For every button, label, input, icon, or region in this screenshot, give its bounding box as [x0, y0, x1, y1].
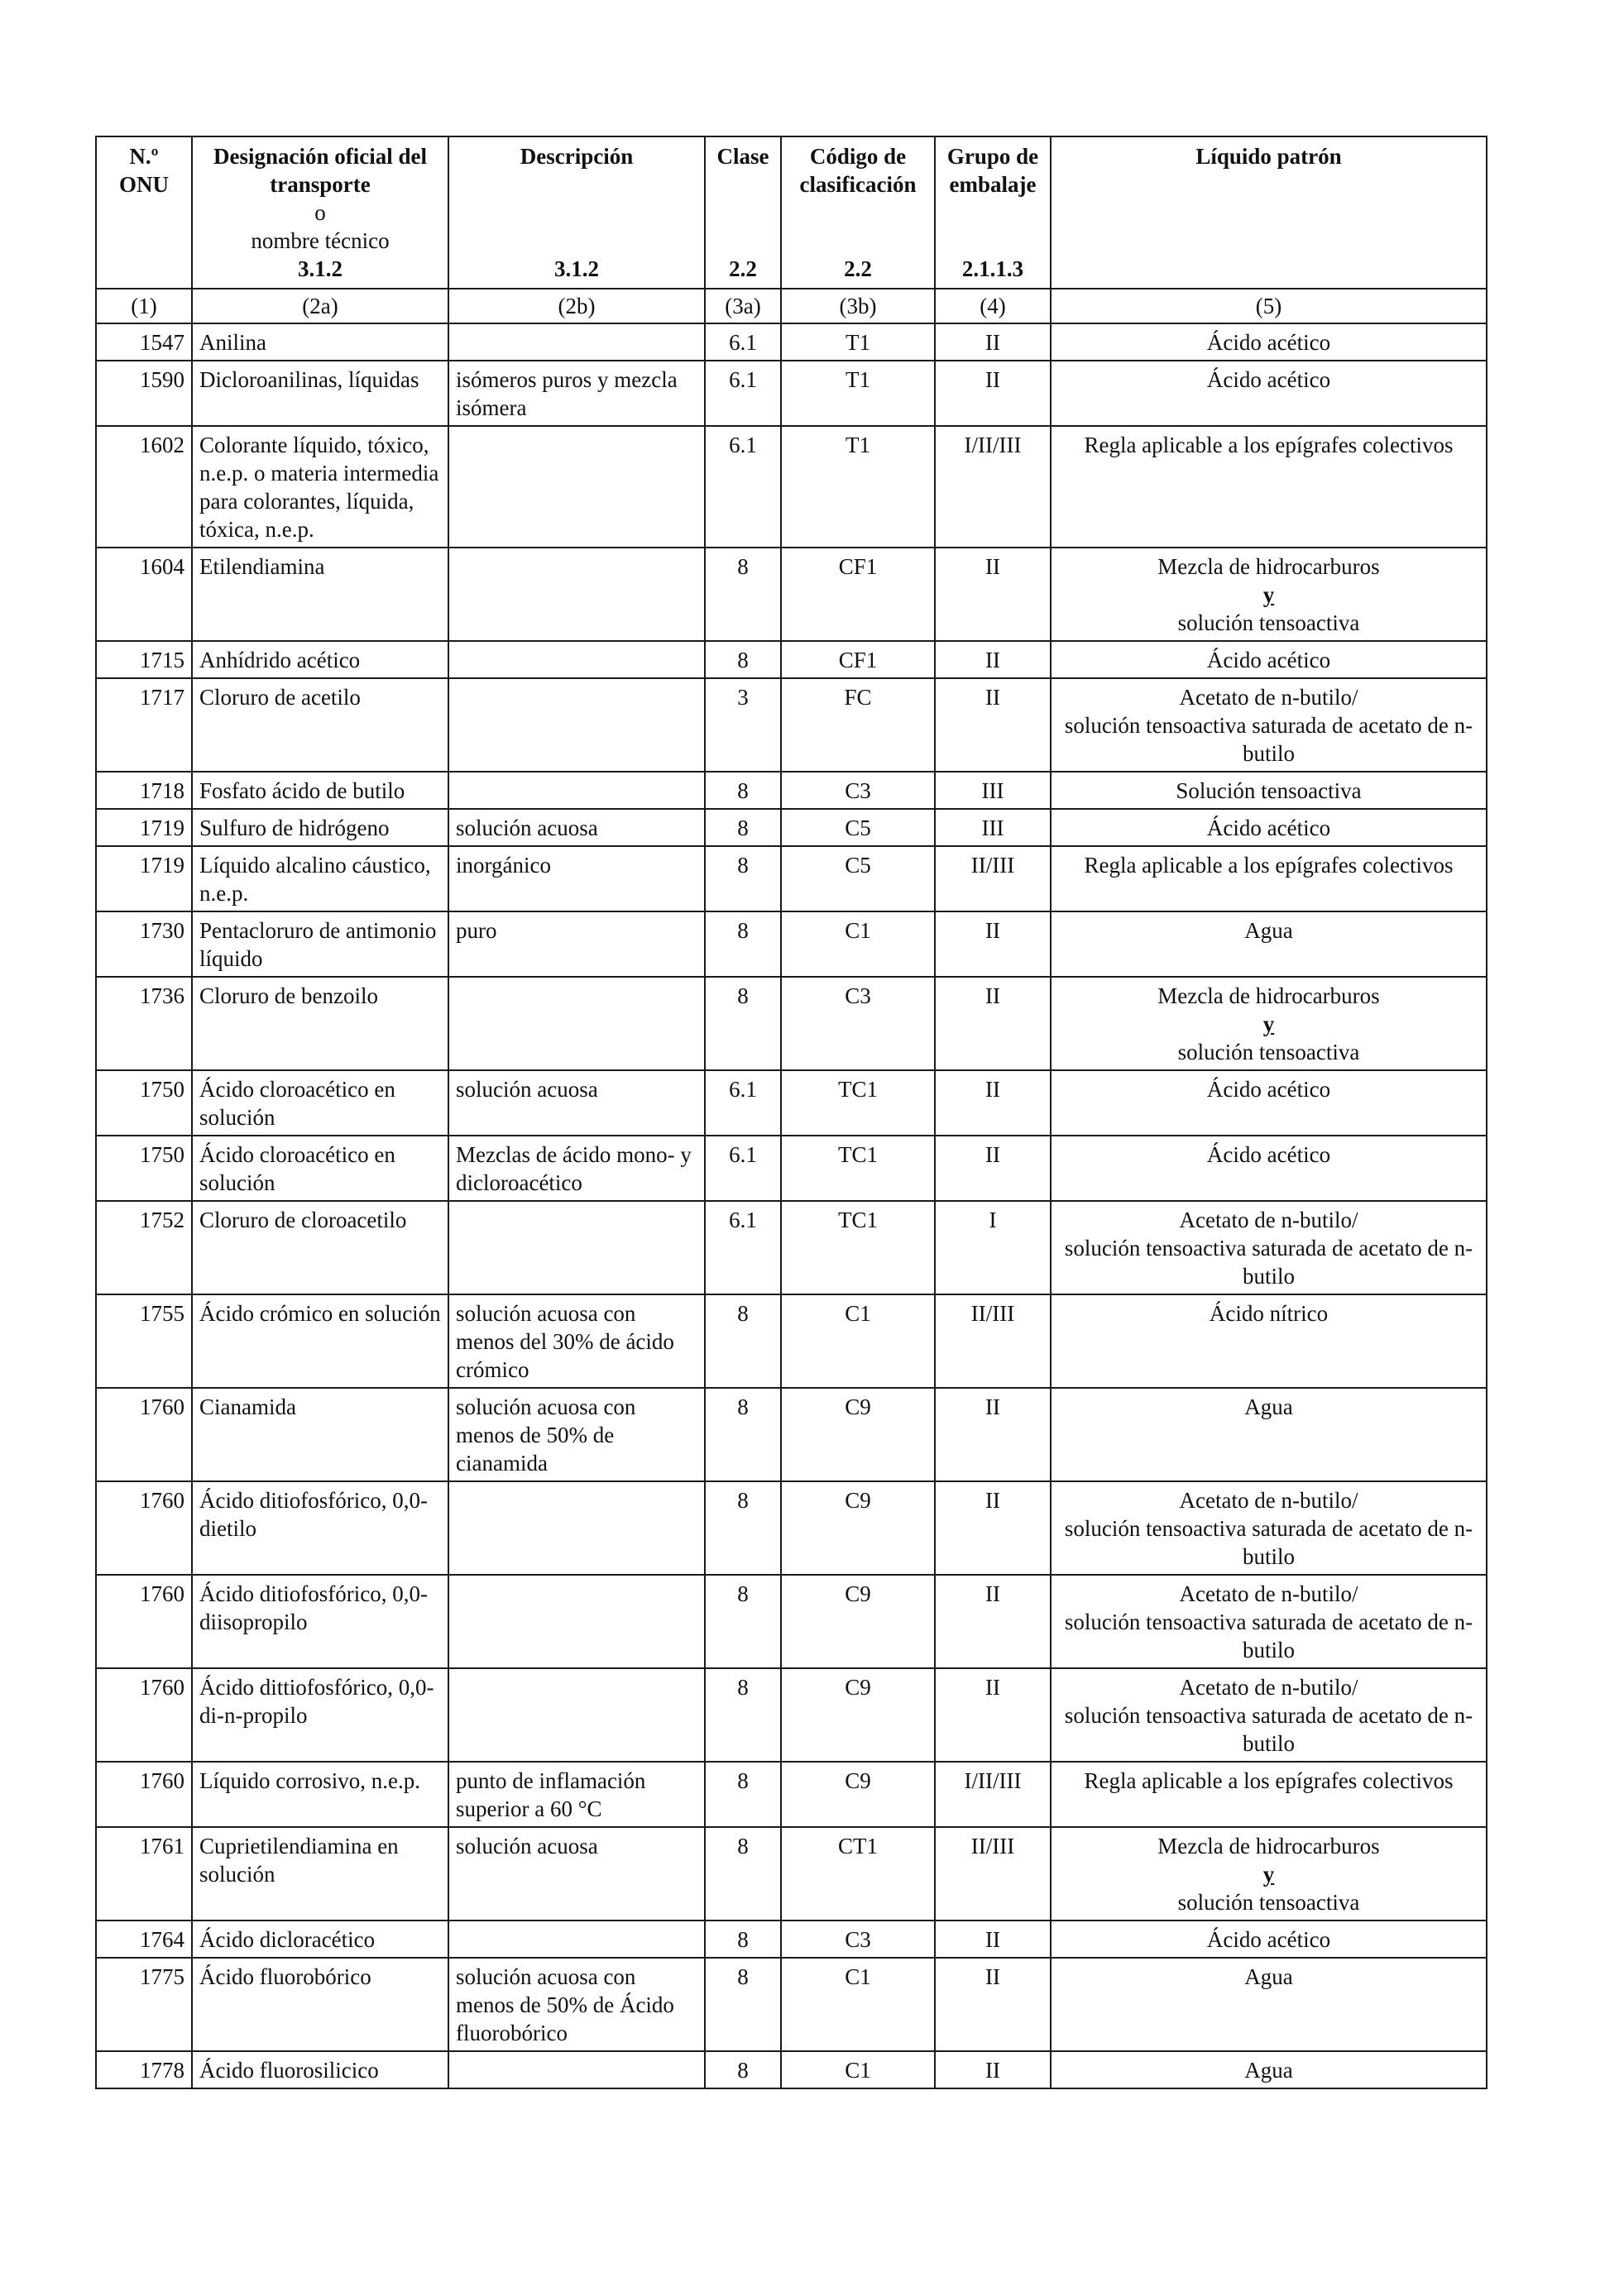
liquid-line: Ácido acético	[1206, 330, 1331, 355]
dangerous-goods-table	[95, 136, 1487, 2089]
class-cell: 6.1	[705, 1201, 781, 1294]
onu-number-cell: 1715	[96, 641, 192, 678]
liquid-line: Mezcla de hidrocarburos	[1157, 983, 1380, 1008]
onu-number-cell: 1775	[96, 1958, 192, 2051]
liquid-line: Mezcla de hidrocarburos	[1157, 1834, 1380, 1858]
standard-liquid-cell	[1051, 911, 1487, 977]
classification-code-cell: C5	[781, 846, 935, 911]
table-row	[96, 1201, 1487, 1294]
description-cell	[448, 678, 705, 772]
header-designation-technical: nombre técnico	[251, 228, 390, 253]
liquid-line: Regla aplicable a los epígrafes colectivos	[1084, 853, 1454, 878]
column-number: (1)	[96, 289, 192, 323]
table-row	[96, 1388, 1487, 1481]
onu-number-cell: 1750	[96, 1070, 192, 1136]
description-cell	[448, 641, 705, 678]
class-cell: 8	[705, 1762, 781, 1827]
description-cell: solución acuosa con menos de 50% de Ácido fluorobórico	[448, 1958, 705, 2051]
onu-number-cell: 1717	[96, 678, 192, 772]
designation-cell: Ácido fluorobórico	[192, 1958, 448, 2051]
liquid-line: Solución tensoactiva	[1176, 778, 1362, 803]
table-row	[96, 809, 1487, 846]
table-row	[96, 1294, 1487, 1388]
onu-number-cell: 1764	[96, 1921, 192, 1958]
classification-code-cell: C3	[781, 1921, 935, 1958]
packing-group-cell: II/III	[935, 1827, 1051, 1921]
classification-code-cell: C1	[781, 1958, 935, 2051]
liquid-line: Acetato de n-butilo/	[1179, 685, 1358, 710]
table-row	[96, 977, 1487, 1070]
class-cell: 8	[705, 977, 781, 1070]
description-cell	[448, 548, 705, 641]
liquid-line: solución tensoactiva saturada de acetato de n-butilo	[1064, 1610, 1473, 1662]
standard-liquid-cell	[1051, 323, 1487, 361]
standard-liquid-cell	[1051, 678, 1487, 772]
table-row	[96, 1136, 1487, 1201]
onu-number-cell: 1761	[96, 1827, 192, 1921]
liquid-line: Ácido acético	[1206, 1927, 1331, 1952]
onu-number-cell: 1602	[96, 426, 192, 548]
table-row	[96, 548, 1487, 641]
standard-liquid-cell	[1051, 1481, 1487, 1575]
standard-liquid-cell	[1051, 641, 1487, 678]
liquid-line: Agua	[1244, 1394, 1293, 1419]
table-row	[96, 361, 1487, 426]
packing-group-cell: II	[935, 1388, 1051, 1481]
class-cell: 8	[705, 1827, 781, 1921]
table-row	[96, 1070, 1487, 1136]
onu-number-cell: 1590	[96, 361, 192, 426]
standard-liquid-cell	[1051, 1201, 1487, 1294]
classification-code-cell: C1	[781, 911, 935, 977]
standard-liquid-cell	[1051, 1294, 1487, 1388]
column-number-row	[96, 289, 1487, 323]
classification-code-cell: T1	[781, 426, 935, 548]
onu-number-cell: 1752	[96, 1201, 192, 1294]
packing-group-cell: II	[935, 1921, 1051, 1958]
standard-liquid-cell	[1051, 772, 1487, 809]
description-cell: solución acuosa con menos del 30% de ácido crómico	[448, 1294, 705, 1388]
designation-cell: Pentacloruro de antimonio líquido	[192, 911, 448, 977]
standard-liquid-cell	[1051, 1827, 1487, 1921]
column-number: (5)	[1051, 289, 1487, 323]
packing-group-cell: II/III	[935, 846, 1051, 911]
onu-number-cell: 1604	[96, 548, 192, 641]
class-cell: 6.1	[705, 426, 781, 548]
table-row	[96, 323, 1487, 361]
description-cell	[448, 1575, 705, 1668]
column-number: (3a)	[705, 289, 781, 323]
classification-code-cell: C3	[781, 977, 935, 1070]
designation-cell: Cuprietilendiamina en solución	[192, 1827, 448, 1921]
class-cell: 8	[705, 1921, 781, 1958]
description-cell	[448, 1921, 705, 1958]
column-number: (3b)	[781, 289, 935, 323]
liquid-line: Regla aplicable a los epígrafes colectivos	[1084, 1768, 1454, 1793]
onu-number-cell: 1778	[96, 2051, 192, 2088]
standard-liquid-cell	[1051, 1575, 1487, 1668]
description-cell	[448, 977, 705, 1070]
header-class-reference: 2.2	[729, 256, 757, 281]
header-class	[705, 136, 781, 289]
classification-code-cell: C9	[781, 1668, 935, 1762]
designation-cell: Etilendiamina	[192, 548, 448, 641]
packing-group-cell: II	[935, 977, 1051, 1070]
class-cell: 6.1	[705, 361, 781, 426]
liquid-line: Regla aplicable a los epígrafes colectivos	[1084, 433, 1454, 457]
standard-liquid-cell	[1051, 426, 1487, 548]
onu-number-cell: 1760	[96, 1388, 192, 1481]
liquid-line: Acetato de n-butilo/	[1179, 1488, 1358, 1513]
classification-code-cell: FC	[781, 678, 935, 772]
class-cell: 6.1	[705, 1070, 781, 1136]
designation-cell: Dicloroanilinas, líquidas	[192, 361, 448, 426]
packing-group-cell: II	[935, 1668, 1051, 1762]
header-description	[448, 136, 705, 289]
liquid-line: Agua	[1244, 918, 1293, 943]
liquid-line: Acetato de n-butilo/	[1179, 1208, 1358, 1232]
description-cell	[448, 426, 705, 548]
column-number: (2a)	[192, 289, 448, 323]
column-number: (4)	[935, 289, 1051, 323]
header-liquid-label: Líquido patrón	[1195, 144, 1342, 169]
class-cell: 8	[705, 1668, 781, 1762]
classification-code-cell: C9	[781, 1575, 935, 1668]
designation-cell: Líquido corrosivo, n.e.p.	[192, 1762, 448, 1827]
header-class-label: Clase	[716, 144, 769, 169]
designation-cell: Colorante líquido, tóxico, n.e.p. o materia intermedia para colorantes, líquida, tóxica, n.e.p.	[192, 426, 448, 548]
description-cell: solución acuosa	[448, 1827, 705, 1921]
classification-code-cell: CF1	[781, 548, 935, 641]
liquid-line: Ácido nítrico	[1209, 1301, 1329, 1326]
header-designation-label: Designación oficial del transporte	[213, 144, 427, 197]
description-cell: isómeros puros y mezcla isómera	[448, 361, 705, 426]
class-cell: 8	[705, 772, 781, 809]
liquid-line: Mezcla de hidrocarburos	[1157, 554, 1380, 579]
classification-code-cell: C9	[781, 1762, 935, 1827]
liquid-line: Ácido acético	[1206, 1142, 1331, 1167]
liquid-conjunction: y	[1262, 582, 1275, 607]
onu-number-cell: 1730	[96, 911, 192, 977]
header-designation	[192, 136, 448, 289]
classification-code-cell: T1	[781, 361, 935, 426]
table-row	[96, 641, 1487, 678]
description-cell	[448, 2051, 705, 2088]
designation-cell: Ácido dittiofosfórico, 0,0-di-n-propilo	[192, 1668, 448, 1762]
packing-group-cell: I/II/III	[935, 1762, 1051, 1827]
classification-code-cell: C1	[781, 1294, 935, 1388]
liquid-line: solución tensoactiva	[1177, 1890, 1360, 1915]
liquid-line: solución tensoactiva saturada de acetato de n-butilo	[1064, 1703, 1473, 1756]
classification-code-cell: C1	[781, 2051, 935, 2088]
description-cell	[448, 772, 705, 809]
standard-liquid-cell	[1051, 1070, 1487, 1136]
classification-code-cell: CT1	[781, 1827, 935, 1921]
class-cell: 8	[705, 1575, 781, 1668]
designation-cell: Ácido cloroacético en solución	[192, 1136, 448, 1201]
designation-cell: Cianamida	[192, 1388, 448, 1481]
class-cell: 8	[705, 1388, 781, 1481]
designation-cell: Ácido ditiofosfórico, 0,0-dietilo	[192, 1481, 448, 1575]
standard-liquid-cell	[1051, 809, 1487, 846]
standard-liquid-cell	[1051, 1958, 1487, 2051]
header-designation-or: o	[314, 200, 326, 225]
liquid-line: Agua	[1244, 2058, 1293, 2083]
standard-liquid-cell	[1051, 361, 1487, 426]
designation-cell: Ácido cloroacético en solución	[192, 1070, 448, 1136]
onu-number-cell: 1760	[96, 1575, 192, 1668]
table-body	[96, 323, 1487, 2088]
packing-group-cell: II	[935, 1070, 1051, 1136]
designation-cell: Cloruro de cloroacetilo	[192, 1201, 448, 1294]
table-row	[96, 846, 1487, 911]
table-row	[96, 426, 1487, 548]
packing-group-cell: II	[935, 641, 1051, 678]
packing-group-cell: II	[935, 1481, 1051, 1575]
onu-number-cell: 1736	[96, 977, 192, 1070]
standard-liquid-cell	[1051, 2051, 1487, 2088]
header-onu	[96, 136, 192, 289]
liquid-line: Ácido acético	[1206, 367, 1331, 392]
packing-group-cell: III	[935, 809, 1051, 846]
classification-code-cell: C9	[781, 1481, 935, 1575]
header-classification-code	[781, 136, 935, 289]
table-row	[96, 772, 1487, 809]
onu-number-cell: 1547	[96, 323, 192, 361]
class-cell: 8	[705, 846, 781, 911]
standard-liquid-cell	[1051, 846, 1487, 911]
class-cell: 3	[705, 678, 781, 772]
header-packing-group	[935, 136, 1051, 289]
liquid-line: solución tensoactiva saturada de acetato de n-butilo	[1064, 713, 1473, 766]
packing-group-cell: I	[935, 1201, 1051, 1294]
table-row	[96, 1762, 1487, 1827]
onu-number-cell: 1719	[96, 846, 192, 911]
onu-number-cell: 1760	[96, 1481, 192, 1575]
packing-group-cell: I/II/III	[935, 426, 1051, 548]
liquid-conjunction: y	[1262, 1012, 1275, 1036]
class-cell: 6.1	[705, 1136, 781, 1201]
liquid-line: Agua	[1244, 1964, 1293, 1989]
header-onu-label: N.º ONU	[119, 144, 169, 197]
class-cell: 8	[705, 2051, 781, 2088]
packing-group-cell: II	[935, 1958, 1051, 2051]
description-cell: solución acuosa con menos de 50% de cianamida	[448, 1388, 705, 1481]
standard-liquid-cell	[1051, 1762, 1487, 1827]
description-cell: inorgánico	[448, 846, 705, 911]
standard-liquid-cell	[1051, 1136, 1487, 1201]
description-cell	[448, 323, 705, 361]
liquid-line: solución tensoactiva saturada de acetato de n-butilo	[1064, 1236, 1473, 1289]
table-row	[96, 1481, 1487, 1575]
class-cell: 8	[705, 1958, 781, 2051]
liquid-line: solución tensoactiva	[1177, 610, 1360, 635]
table-row	[96, 1921, 1487, 1958]
onu-number-cell: 1719	[96, 809, 192, 846]
header-code-reference: 2.2	[844, 256, 872, 281]
column-number: (2b)	[448, 289, 705, 323]
classification-code-cell: TC1	[781, 1136, 935, 1201]
designation-cell: Líquido alcalino cáustico, n.e.p.	[192, 846, 448, 911]
onu-number-cell: 1718	[96, 772, 192, 809]
header-designation-reference: 3.1.2	[298, 256, 343, 281]
standard-liquid-cell	[1051, 977, 1487, 1070]
designation-cell: Ácido dicloracético	[192, 1921, 448, 1958]
header-row	[96, 136, 1487, 289]
header-description-label: Descripción	[520, 144, 634, 169]
designation-cell: Ácido ditiofosfórico, 0,0-diisopropilo	[192, 1575, 448, 1668]
table-row	[96, 1575, 1487, 1668]
class-cell: 8	[705, 809, 781, 846]
liquid-line: Acetato de n-butilo/	[1179, 1675, 1358, 1700]
packing-group-cell: II	[935, 323, 1051, 361]
description-cell	[448, 1201, 705, 1294]
designation-cell: Ácido fluorosilicico	[192, 2051, 448, 2088]
class-cell: 8	[705, 548, 781, 641]
liquid-line: Acetato de n-butilo/	[1179, 1581, 1358, 1606]
onu-number-cell: 1760	[96, 1762, 192, 1827]
description-cell: Mezclas de ácido mono- y dicloroacético	[448, 1136, 705, 1201]
standard-liquid-cell	[1051, 1668, 1487, 1762]
packing-group-cell: II	[935, 548, 1051, 641]
table-row	[96, 911, 1487, 977]
table-row	[96, 678, 1487, 772]
packing-group-cell: II	[935, 1575, 1051, 1668]
onu-number-cell: 1760	[96, 1668, 192, 1762]
designation-cell: Cloruro de benzoilo	[192, 977, 448, 1070]
onu-number-cell: 1750	[96, 1136, 192, 1201]
header-standard-liquid	[1051, 136, 1487, 289]
header-group-reference: 2.1.1.3	[961, 256, 1024, 281]
class-cell: 8	[705, 1294, 781, 1388]
standard-liquid-cell	[1051, 548, 1487, 641]
packing-group-cell: II	[935, 911, 1051, 977]
standard-liquid-cell	[1051, 1921, 1487, 1958]
packing-group-cell: III	[935, 772, 1051, 809]
description-cell	[448, 1481, 705, 1575]
liquid-line: Ácido acético	[1206, 1077, 1331, 1102]
classification-code-cell: T1	[781, 323, 935, 361]
table-row	[96, 1958, 1487, 2051]
table-row	[96, 1668, 1487, 1762]
designation-cell: Anilina	[192, 323, 448, 361]
standard-liquid-cell	[1051, 1388, 1487, 1481]
classification-code-cell: C9	[781, 1388, 935, 1481]
liquid-line: solución tensoactiva	[1177, 1040, 1360, 1064]
packing-group-cell: II/III	[935, 1294, 1051, 1388]
header-code-label: Código de clasificación	[799, 144, 917, 197]
classification-code-cell: CF1	[781, 641, 935, 678]
designation-cell: Ácido crómico en solución	[192, 1294, 448, 1388]
packing-group-cell: II	[935, 678, 1051, 772]
designation-cell: Fosfato ácido de butilo	[192, 772, 448, 809]
packing-group-cell: II	[935, 2051, 1051, 2088]
header-description-reference: 3.1.2	[554, 256, 599, 281]
classification-code-cell: TC1	[781, 1070, 935, 1136]
designation-cell: Sulfuro de hidrógeno	[192, 809, 448, 846]
description-cell: puro	[448, 911, 705, 977]
description-cell: solución acuosa	[448, 1070, 705, 1136]
designation-cell: Cloruro de acetilo	[192, 678, 448, 772]
class-cell: 6.1	[705, 323, 781, 361]
liquid-conjunction: y	[1262, 1862, 1275, 1887]
description-cell: solución acuosa	[448, 809, 705, 846]
packing-group-cell: II	[935, 361, 1051, 426]
description-cell	[448, 1668, 705, 1762]
classification-code-cell: C3	[781, 772, 935, 809]
packing-group-cell: II	[935, 1136, 1051, 1201]
liquid-line: Ácido acético	[1206, 648, 1331, 672]
class-cell: 8	[705, 641, 781, 678]
classification-code-cell: C5	[781, 809, 935, 846]
liquid-line: solución tensoactiva saturada de acetato de n-butilo	[1064, 1516, 1473, 1569]
table-row	[96, 2051, 1487, 2088]
class-cell: 8	[705, 1481, 781, 1575]
liquid-line: Ácido acético	[1206, 816, 1331, 840]
description-cell: punto de inflamación superior a 60 °C	[448, 1762, 705, 1827]
onu-number-cell: 1755	[96, 1294, 192, 1388]
table-row	[96, 1827, 1487, 1921]
class-cell: 8	[705, 911, 781, 977]
classification-code-cell: TC1	[781, 1201, 935, 1294]
header-group-label: Grupo de embalaje	[946, 144, 1039, 197]
designation-cell: Anhídrido acético	[192, 641, 448, 678]
